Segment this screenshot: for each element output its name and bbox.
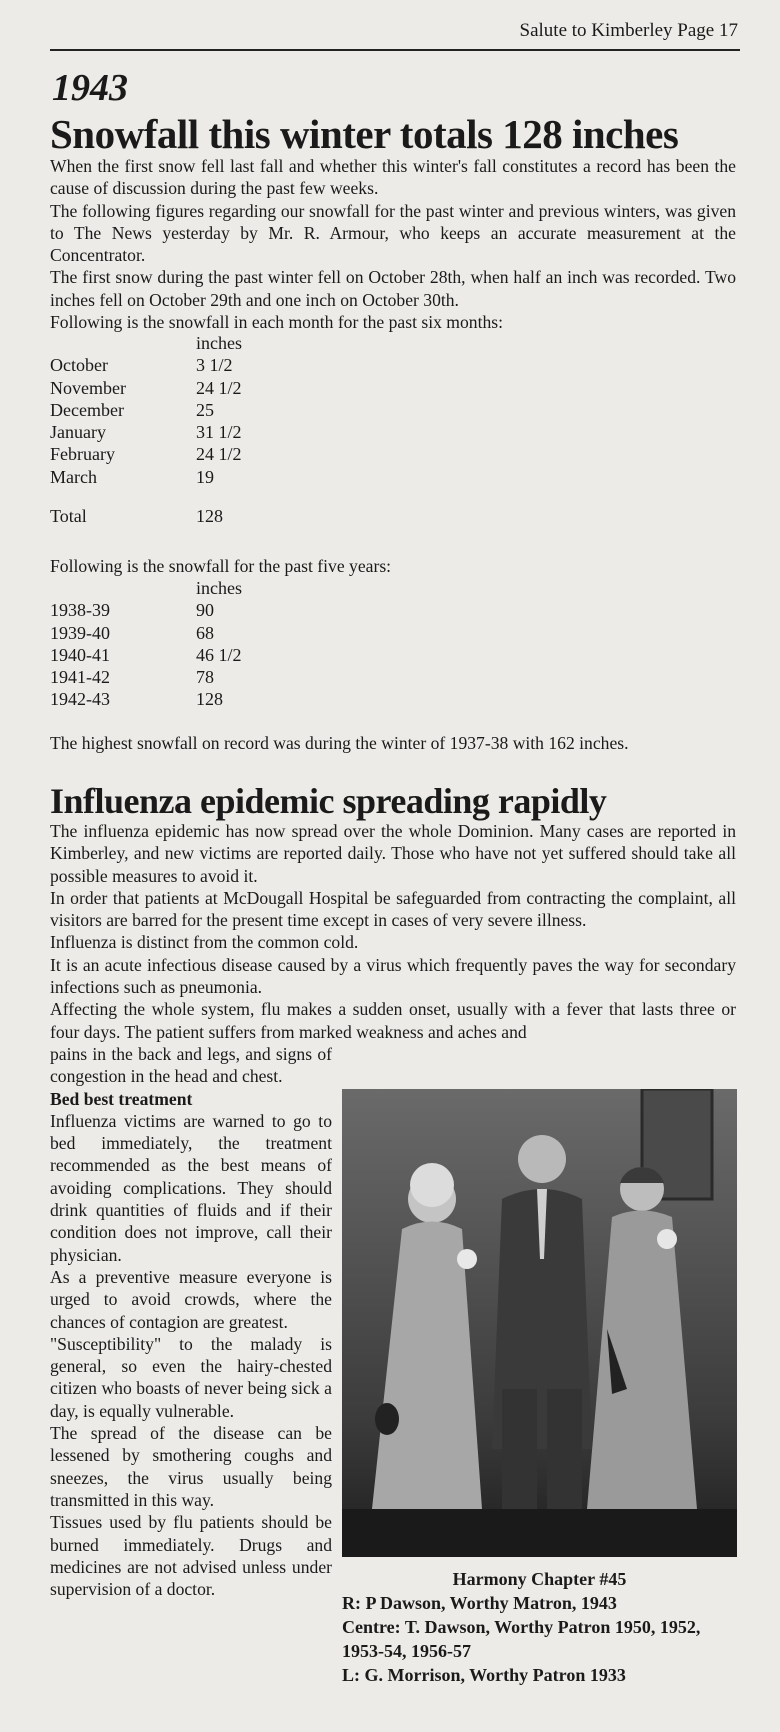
caption-line: Centre: T. Dawson, Worthy Patron 1950, 1952, 1953-54, 1956-57 (342, 1617, 701, 1661)
row-value: 25 (196, 399, 214, 420)
row-value: 90 (196, 600, 214, 621)
photo-caption (342, 1567, 737, 1687)
row-label: February (50, 444, 115, 465)
influenza-body-full (50, 820, 736, 1043)
paragraph: As a preventive measure everyone is urged to avoid crowds, where the chances of contagion are greatest. (50, 1266, 332, 1332)
row-label: 1940-41 (50, 644, 110, 665)
paragraph: In order that patients at McDougall Hospital be safeguarded from contracting the complaint, all visitors are barred for the present time except in cases of very severe illness. (50, 887, 736, 931)
table-header-row (50, 332, 242, 354)
caption-title: Harmony Chapter #45 (452, 1569, 627, 1589)
table-row (50, 622, 242, 644)
table-row (50, 399, 242, 421)
group-photo (342, 1089, 737, 1557)
photo-illustration (342, 1089, 737, 1557)
paragraph: The first snow during the past winter fell on October 28th, when half an inch was recorded. Two inches fell on October 29th and one inch on October 30th. (50, 267, 736, 310)
paragraph: pains in the back and legs, and signs of congestion in the head and chest. (50, 1044, 332, 1087)
row-value: 19 (196, 466, 214, 487)
table-row (50, 599, 242, 621)
paragraph: Affecting the whole system, flu makes a sudden onset, usually with a fever that lasts three or four days. The patient suffers from marked weakness and aches and (50, 999, 736, 1042)
row-value: 24 1/2 (196, 444, 242, 465)
influenza-body-narrow (50, 1043, 332, 1600)
total-label: Total (50, 506, 87, 526)
row-label: October (50, 355, 108, 376)
table-row (50, 377, 242, 399)
snowfall-closing: The highest snowfall on record was during the winter of 1937-38 with 162 inches. (50, 733, 629, 753)
paragraph: Following is the snowfall in each month for the past six months: (50, 312, 503, 333)
paragraph: The spread of the disease can be lessened by smothering coughs and sneezes, the virus usually being transmitted in this way. (50, 1423, 332, 1510)
header-rule (50, 49, 740, 51)
row-label: November (50, 377, 126, 398)
table-row (50, 644, 242, 666)
table-row (50, 421, 242, 443)
yearly-snowfall-table (50, 577, 242, 711)
snowfall-headline: Snowfall this winter totals 128 inches (50, 111, 679, 157)
row-label: December (50, 399, 124, 420)
subheading: Bed best treatment (50, 1088, 193, 1109)
snowfall-intro (50, 155, 736, 333)
monthly-snowfall-table (50, 332, 242, 488)
row-value: 68 (196, 622, 214, 643)
row-value: 78 (196, 667, 214, 688)
monthly-total-row (50, 505, 223, 527)
row-label: March (50, 466, 97, 487)
unit-label: inches (196, 333, 242, 353)
influenza-headline: Influenza epidemic spreading rapidly (50, 781, 607, 821)
running-header: Salute to Kimberley Page 17 (519, 20, 738, 41)
table-row (50, 688, 242, 710)
table-row (50, 354, 242, 376)
total-value: 128 (196, 506, 223, 526)
paragraph: Tissues used by flu patients should be burned immediately. Drugs and medicines are not advised unless under supervision of a doctor. (50, 1512, 332, 1600)
row-label: January (50, 422, 106, 443)
paragraph: Influenza victims are warned to go to bed immediately, the treatment recommended as the best means of avoiding complications. They should drink quantities of fluids and if their condition does not improve, call their physician. (50, 1110, 332, 1265)
unit-label: inches (196, 578, 242, 598)
row-value: 3 1/2 (196, 355, 233, 376)
table-row (50, 666, 242, 688)
row-label: 1942-43 (50, 689, 110, 710)
row-value: 128 (196, 689, 223, 710)
paragraph: The influenza epidemic has now spread over the whole Dominion. Many cases are reported in Kimberley, and new victims are reported daily. Those who have not yet suffered should take all possible measures to avoid it. (50, 821, 736, 886)
year-heading: 1943 (52, 67, 128, 109)
caption-line: R: P Dawson, Worthy Matron, 1943 (342, 1593, 617, 1613)
paragraph: When the first snow fell last fall and whether this winter's fall constitutes a record has been the cause of discussion during the past few weeks. (50, 156, 736, 199)
table-row (50, 443, 242, 465)
row-label: 1939-40 (50, 622, 110, 643)
paragraph: It is an acute infectious disease caused by a virus which frequently paves the way for secondary infections such as pneumonia. (50, 954, 736, 998)
table-row (50, 466, 242, 488)
caption-line: L: G. Morrison, Worthy Patron 1933 (342, 1665, 626, 1685)
row-label: 1938-39 (50, 600, 110, 621)
yearly-lead: Following is the snowfall for the past five years: (50, 556, 392, 576)
paragraph: Influenza is distinct from the common cold. (50, 932, 359, 953)
table-header-row (50, 577, 242, 599)
row-label: 1941-42 (50, 667, 110, 688)
row-value: 24 1/2 (196, 377, 242, 398)
paragraph: "Susceptibility" to the malady is general, so even the hairy-chested citizen who boasts of never being sick a day, is equally vulnerable. (50, 1333, 332, 1421)
row-value: 46 1/2 (196, 644, 242, 665)
row-value: 31 1/2 (196, 422, 242, 443)
paragraph: The following figures regarding our snowfall for the past winter and previous winters, was given to The News yesterday by Mr. R. Armour, who keeps an accurate measurement at the Concentrator. (50, 200, 736, 266)
